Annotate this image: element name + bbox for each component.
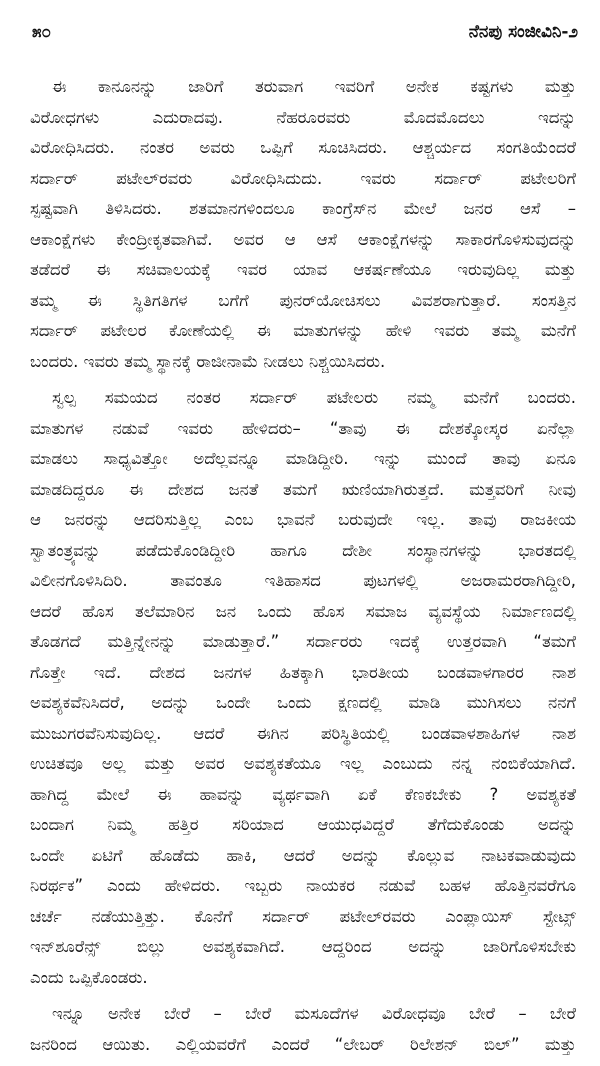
text-line: ಎಂದು ಒಪ್ಪಿಕೊಂಡರು. xyxy=(30,967,148,987)
running-title: ನೆನಪು ಸಂಜೀವಿನಿ-೨ xyxy=(468,22,578,42)
page-number: ೫೦ xyxy=(32,22,52,42)
paragraph xyxy=(30,999,576,1060)
text-line: ಈ ಕಾನೂನನ್ನು ಜಾರಿಗೆ ತರುವಾಗ ಇವರಿಗೆ ಅನೇಕ ಕಷ್ಟಗಳು ಮತ್ತು xyxy=(52,77,576,96)
text-line: ಸ್ವಾತಂತ್ರ್ಯವನ್ನು ಪಡೆದುಕೊಂಡಿದ್ದೀರಿ ಹಾಗೂ ದೇಶೀ ಸಂಸ್ಥಾನಗಳನ್ನು ಭಾರತದಲ್ಲಿ xyxy=(30,540,576,560)
text-line: ಆಕಾಂಕ್ಷೆಗಳು ಕೇಂದ್ರೀಕೃತವಾಗಿವೆ. ಅವರ ಆ ಆಸೆ ಆಕಾಂಕ್ಷೆಗಳನ್ನು ಸಾಕಾರಗೊಳಿಸುವುದನ್ನು xyxy=(30,229,576,249)
text-line: ವಿಲೀನಗೊಳಿಸಿದಿರಿ. ತಾವಂತೂ ಇತಿಹಾಸದ ಪುಟಗಳಲ್ಲಿ ಅಜರಾಮರರಾಗಿದ್ದೀರಿ, xyxy=(30,571,576,590)
text-line: ಇನ್ನೂ ಅನೇಕ ಬೇರೆ – ಬೇರೆ ಮಸೂದೆಗಳ ವಿರೋಧವೂ ಬೇರೆ – ಬೇರೆ xyxy=(52,1004,576,1023)
paragraph xyxy=(30,72,576,377)
text-line: ಆ ಜನರನ್ನು ಆದರಿಸುತ್ತಿಲ್ಲ ಎಂಬ ಭಾವನೆ ಬರುವುದೇ ಇಲ್ಲ. ತಾವು ರಾಜಕೀಯ xyxy=(30,510,576,529)
text-line: ಗೊತ್ತೇ ಇದೆ. ದೇಶದ ಜನಗಳ ಹಿತಕ್ಕಾಗಿ ಭಾರತೀಯ ಬಂಡವಾಳಗಾರರ ನಾಶ xyxy=(30,662,576,682)
text-line: ಆದರೆ ಹೊಸ ತಲೆಮಾರಿನ ಜನ ಒಂದು ಹೊಸ ಸಮಾಜ ವ್ಯವಸ್ಥೆಯ ನಿರ್ಮಾಣದಲ್ಲಿ xyxy=(30,601,576,621)
text-line: ಮಾತುಗಳ ನಡುವೆ ಇವರು ಹೇಳಿದರು– “ತಾವು ಈ ದೇಶಕ್ಕೋಸ್ಕರ ಏನೆಲ್ಲಾ xyxy=(30,418,576,438)
text-line: ಹಾಗಿದ್ದ ಮೇಲೆ ಈ ಹಾವನ್ನು ವ್ಯರ್ಥವಾಗಿ ಏಕೆ ಕೆಣಕಬೇಕು ? ಅವಶ್ಯಕತೆ xyxy=(30,784,576,804)
text-line: ಮಾಡದಿದ್ದರೂ ಈ ದೇಶದ ಜನತೆ ತಮಗೆ ಋಣಿಯಾಗಿರುತ್ತದೆ. ಮತ್ತವರಿಗೆ ನೀವು xyxy=(30,479,576,499)
page-header xyxy=(32,22,578,48)
text-line: ತಡೆದರೆ ಈ ಸಚಿವಾಲಯಕ್ಕೆ ಇವರ ಯಾವ ಆಕರ್ಷಣೆಯೂ ಇರುವುದಿಲ್ಲ ಮತ್ತು xyxy=(30,260,576,279)
text-line: ಉಚಿತವೂ ಅಲ್ಲ ಮತ್ತು ಅವರ ಅವಶ್ಯಕತೆಯೂ ಇಲ್ಲ ಎಂಬುದು ನನ್ನ ನಂಬಿಕೆಯಾಗಿದೆ. xyxy=(30,754,576,773)
page-body xyxy=(30,72,576,1066)
text-line: ಚರ್ಚೆ ನಡೆಯುತ್ತಿತ್ತು. ಕೊನೆಗೆ ಸರ್ದಾರ್ ಪಟೇಲ್‌ರವರು ಎಂಪ್ಲಾಯಿಸ್ ಸ್ಟೇಟ್ಸ್ xyxy=(30,906,576,926)
text-line: ವಿರೋಧಿಸಿದರು. ನಂತರ ಅವರು ಒಪ್ಪಿಗೆ ಸೂಚಿಸಿದರು. ಆಶ್ಚರ್ಯದ ಸಂಗತಿಯೆಂದರೆ xyxy=(30,138,576,157)
text-line: ಸ್ಪಷ್ಟವಾಗಿ ತಿಳಿಸಿದರು. ಶತಮಾನಗಳಿಂದಲೂ ಕಾಂಗ್ರೆಸ್‌ನ ಮೇಲೆ ಜನರ ಆಸೆ – xyxy=(30,199,576,218)
text-line: ಸರ್ದಾರ್ ಪಟೇಲರ ಕೋಣೆಯಲ್ಲಿ ಈ ಮಾತುಗಳನ್ನು ಹೇಳಿ ಇವರು ತಮ್ಮ ಮನೆಗೆ xyxy=(30,321,576,340)
text-line: ಜನರಿಂದ ಆಯಿತು. ಎಲ್ಲಿಯವರೆಗೆ ಎಂದರೆ “ಲೇಬರ್ ರಿಲೇಶನ್ ಬಿಲ್” ಮತ್ತು xyxy=(30,1034,576,1054)
text-line: ತೊಡಗದೆ ಮತ್ತಿನ್ನೇನನ್ನು ಮಾಡುತ್ತಾರೆ.” ಸರ್ದಾರರು ಇದಕ್ಕೆ ಉತ್ತರವಾಗಿ “ತಮಗೆ xyxy=(30,632,576,651)
text-line: ಇನ್‌ಶೂರೆನ್ಸ್ ಬಿಲ್ಲು ಅವಶ್ಯಕವಾಗಿದೆ. ಆದ್ದರಿಂದ ಅದನ್ನು ಜಾರಿಗೊಳಿಸಬೇಕು xyxy=(30,937,576,956)
text-line: ವಿರೋಧಗಳು ಎದುರಾದವು. ನೆಹರೂರವರು ಮೊದಮೊದಲು ಇದನ್ನು xyxy=(30,107,576,127)
text-line: ನಿರರ್ಥಕ” ಎಂದು ಹೇಳಿದರು. ಇಬ್ಬರು ನಾಯಕರ ನಡುವೆ ಬಹಳ ಹೊತ್ತಿನವರೆಗೂ xyxy=(30,876,576,895)
text-line: ಬಂದರು. ಇವರು ತಮ್ಮ ಸ್ಥಾನಕ್ಕೆ ರಾಜೀನಾಮೆ ನೀಡಲು ನಿಶ್ಚಯಿಸಿದರು. xyxy=(30,351,386,371)
text-line: ಮಾಡಲು ಸಾಧ್ಯವಿತ್ತೋ ಅದೆಲ್ಲವನ್ನೂ ಮಾಡಿದ್ದೀರಿ. ಇನ್ನು ಮುಂದೆ ತಾವು ಏನೂ xyxy=(30,449,576,468)
text-line: ಸ್ವಲ್ಪ ಸಮಯದ ನಂತರ ಸರ್ದಾರ್ ಪಟೇಲರು ನಮ್ಮ ಮನೆಗೆ ಬಂದರು. xyxy=(52,388,576,407)
text-line: ಸರ್ದಾರ್ ಪಟೇಲ್‌ರವರು ವಿರೋಧಿಸಿದುದು. ಇವರು ಸರ್ದಾರ್ ಪಟೇಲರಿಗೆ xyxy=(30,168,576,188)
text-line: ಒಂದೇ ಏಟಿಗೆ ಹೊಡೆದು ಹಾಕಿ, ಆದರೆ ಅದನ್ನು ಕೊಲ್ಲುವ ನಾಟಕವಾಡುವುದು xyxy=(30,845,576,865)
text-line: ಬಂದಾಗ ನಿಮ್ಮ ಹತ್ತಿರ ಸರಿಯಾದ ಆಯುಧವಿದ್ದರೆ ತೆಗೆದುಕೊಂಡು ಅದನ್ನು xyxy=(30,815,576,834)
text-line: ಮುಜುಗರವೆನಿಸುವುದಿಲ್ಲ. ಆದರೆ ಈಗಿನ ಪರಿಸ್ಥಿತಿಯಲ್ಲಿ ಬಂಡವಾಳಶಾಹಿಗಳ ನಾಶ xyxy=(30,723,576,743)
text-line: ತಮ್ಮ ಈ ಸ್ಥಿತಿಗತಿಗಳ ಬಗೆಗೆ ಪುನರ್‌ಯೋಚಿಸಲು ವಿವಶರಾಗುತ್ತಾರೆ. ಸಂಸತ್ತಿನ xyxy=(30,290,576,310)
text-line: ಅವಶ್ಯಕವೆನಿಸಿದರೆ, ಅದನ್ನು ಒಂದೇ ಒಂದು ಕ್ಷಣದಲ್ಲಿ ಮಾಡಿ ಮುಗಿಸಲು ನನಗೆ xyxy=(30,693,576,712)
paragraph xyxy=(30,383,576,993)
